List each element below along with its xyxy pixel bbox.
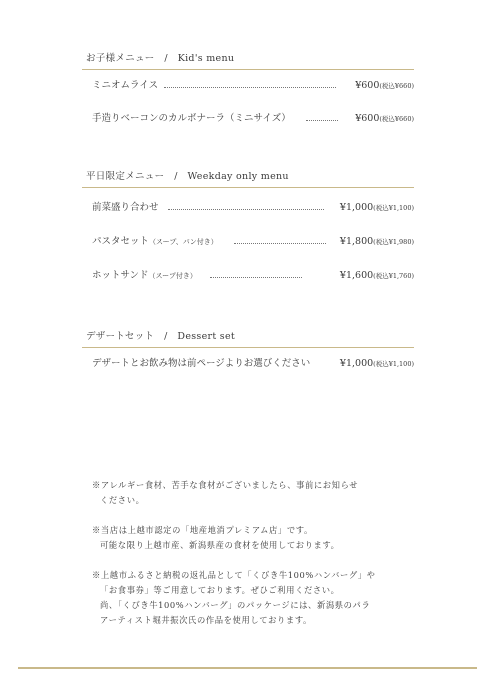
dot-leader <box>306 120 338 121</box>
notes <box>92 478 412 643</box>
menu-item-appetizer <box>82 201 414 215</box>
item-price: ¥1,800(税込¥1,980) <box>339 236 414 247</box>
menu-item-dessert-set <box>82 357 414 371</box>
kids-menu-section <box>82 52 414 70</box>
item-name: 前菜盛り合わせ <box>92 202 159 213</box>
dot-leader <box>210 277 302 278</box>
dot-leader <box>164 87 336 88</box>
item-price: ¥1,000(税込¥1,100) <box>339 358 414 369</box>
weekday-menu-section <box>82 170 414 188</box>
menu-item-pasta-set <box>82 235 414 249</box>
item-price: ¥600(税込¥660) <box>355 80 414 91</box>
item-price: ¥1,600(税込¥1,760) <box>339 270 414 281</box>
dessert-set-title: デザートセット / Dessert set <box>86 331 236 342</box>
item-name: デザートとお飲み物は前ページよりお選びください <box>92 358 311 369</box>
menu-item-hot-sandwich <box>82 269 414 283</box>
item-name: ミニオムライス <box>92 80 159 91</box>
section-divider <box>82 347 414 348</box>
dot-leader <box>234 243 326 244</box>
dessert-set-section <box>82 330 414 348</box>
kids-menu-title: お子様メニュー / Kid's menu <box>86 53 235 64</box>
footer-divider <box>18 667 477 669</box>
item-name: ホットサンド（スープ付き） <box>92 270 197 281</box>
allergy-note: ※アレルギー食材、苦手な食材がございましたら、事前にお知らせ ください。 <box>92 480 359 505</box>
menu-item-mini-omurice <box>82 79 414 93</box>
dot-leader <box>168 209 324 210</box>
item-price: ¥600(税込¥660) <box>355 113 414 124</box>
item-price: ¥1,000(税込¥1,100) <box>339 202 414 213</box>
section-divider <box>82 69 414 70</box>
section-divider <box>82 187 414 188</box>
menu-item-carbonara-mini <box>82 112 414 126</box>
item-name: パスタセット（スープ、パン付き） <box>92 236 218 247</box>
local-produce-note: ※当店は上越市認定の「地産地消プレミアム店」です。 可能な限り上越市産、新潟県産の食材を使用しております。 <box>92 525 340 550</box>
furusato-tax-note: ※上越市ふるさと納税の返礼品として「くびき牛100%ハンバーグ」や 「お食事券」等ご用意しております。ぜひご利用ください。 尚、「くびき牛100%ハンバーグ」のパッケージには、新潟県のパラ アーティスト堀井振次氏の作品を使用しております。 <box>92 570 376 625</box>
item-name: 手造りベーコンのカルボナーラ（ミニサイズ） <box>92 113 291 124</box>
weekday-menu-title: 平日限定メニュー / Weekday only menu <box>86 171 289 182</box>
